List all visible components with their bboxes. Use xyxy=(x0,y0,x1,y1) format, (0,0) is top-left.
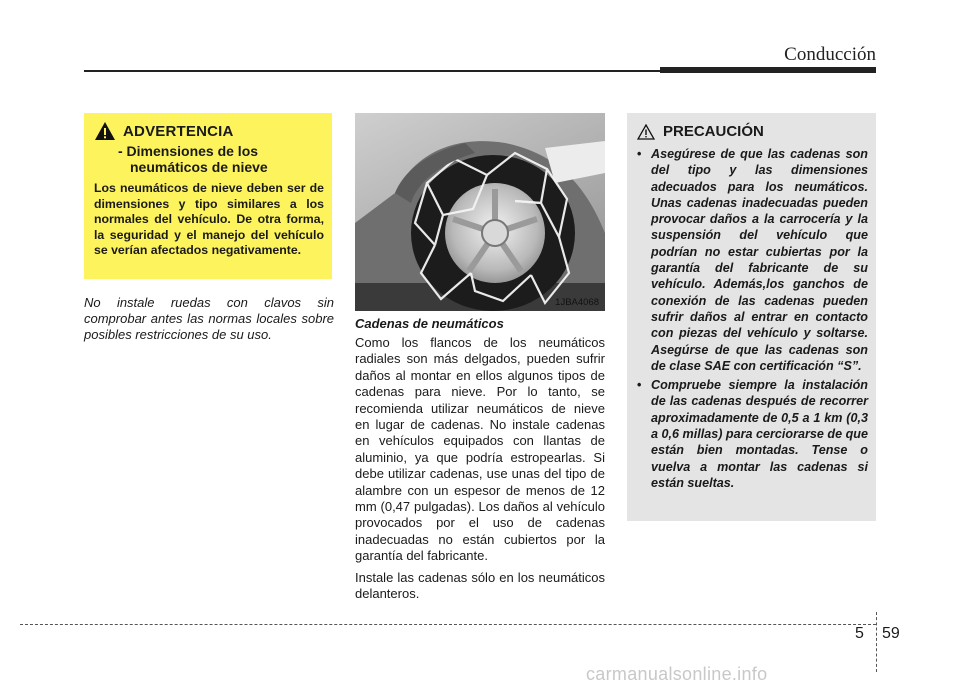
caution-box xyxy=(627,113,876,521)
warning-header xyxy=(94,121,324,141)
chapter-number: 5 xyxy=(855,625,864,642)
header-rule-thick xyxy=(660,67,876,73)
warning-triangle-icon xyxy=(94,121,116,141)
studded-tires-note: No instale ruedas con clavos sin comprobar antes las normas locales sobre posibles restricciones de su uso. xyxy=(84,295,334,342)
tire-chain-illustration xyxy=(355,113,605,311)
footer-vertical-dash xyxy=(876,612,877,672)
caution-title: PRECAUCIÓN xyxy=(663,123,764,140)
caution-item: • Compruebe siempre la instalación de las cadenas después de recorrer aproximadamente de 0,5 a 1 km (0,3 a 0,6 millas) para cerciorarse de que están bien montadas. Tense o vuelva a montar las cadenas si están sueltas. xyxy=(637,378,869,490)
chains-column xyxy=(355,316,605,608)
chains-heading: Cadenas de neumáticos xyxy=(355,316,504,331)
warning-text: Los neumáticos de nieve deben ser de dimensiones y tipo similares a los normales del vehículo. De otra forma, la seguridad y el manejo del vehículo se verían afectados negativamente. xyxy=(94,181,324,257)
chains-paragraph-2: Instale las cadenas sólo en los neumáticos delanteros. xyxy=(355,569,605,602)
bullet: • xyxy=(637,147,642,161)
caution-item: • Asegúrese de que las cadenas son del tipo y las dimensiones adecuados para los neumáticos. Unas cadenas inadecuadas pueden provocar daños a la carrocería y la suspensión del vehículo que podrían no estar cubiertas por la garantía del fabricante de su vehículo. Además,los ganchos de conexión de las cadenas pueden sufrir daños al entrar en contacto con piezas del vehículo y soltarse. Asegúrse de que las cadenas son de clase SAE con certificación “S”. xyxy=(637,147,868,373)
chains-paragraph-1: Como los flancos de los neumáticos radiales son más delgados, pueden sufrir daños al montar en ellos algunos tipos de cadenas para nieve. Por lo tanto, se recomienda utilizar neumáticos de nieve en lugar de cadenas. No instale cadenas en vehículos equipados con llantas de aluminio, ya que podría estropearlas. Si debe utilizar cadenas, use unas del tipo de alambre con un espesor de menos de 12 mm (0,47 pulgadas). Los daños al vehículo provocados por el uso de cadenas inadecuadas no están cubiertos por la garantía del fabricante. xyxy=(355,335,605,564)
caution-triangle-icon xyxy=(637,124,655,140)
caution-list xyxy=(637,146,868,491)
footer-dashed-rule xyxy=(20,624,876,625)
watermark: carmanualsonline.info xyxy=(586,664,768,684)
warning-subtitle: - Dimensiones de los neumáticos de nieve xyxy=(118,143,268,175)
warning-title: ADVERTENCIA xyxy=(123,122,234,140)
header-rule-thin xyxy=(84,70,662,72)
caution-header xyxy=(637,123,868,140)
warning-box xyxy=(84,113,332,279)
photo-code: 1JBA4068 xyxy=(555,297,599,308)
page-number: 59 xyxy=(882,625,900,642)
bullet: • xyxy=(637,378,642,393)
section-title: Conducción xyxy=(784,44,876,65)
tire-chain-photo xyxy=(355,113,605,311)
